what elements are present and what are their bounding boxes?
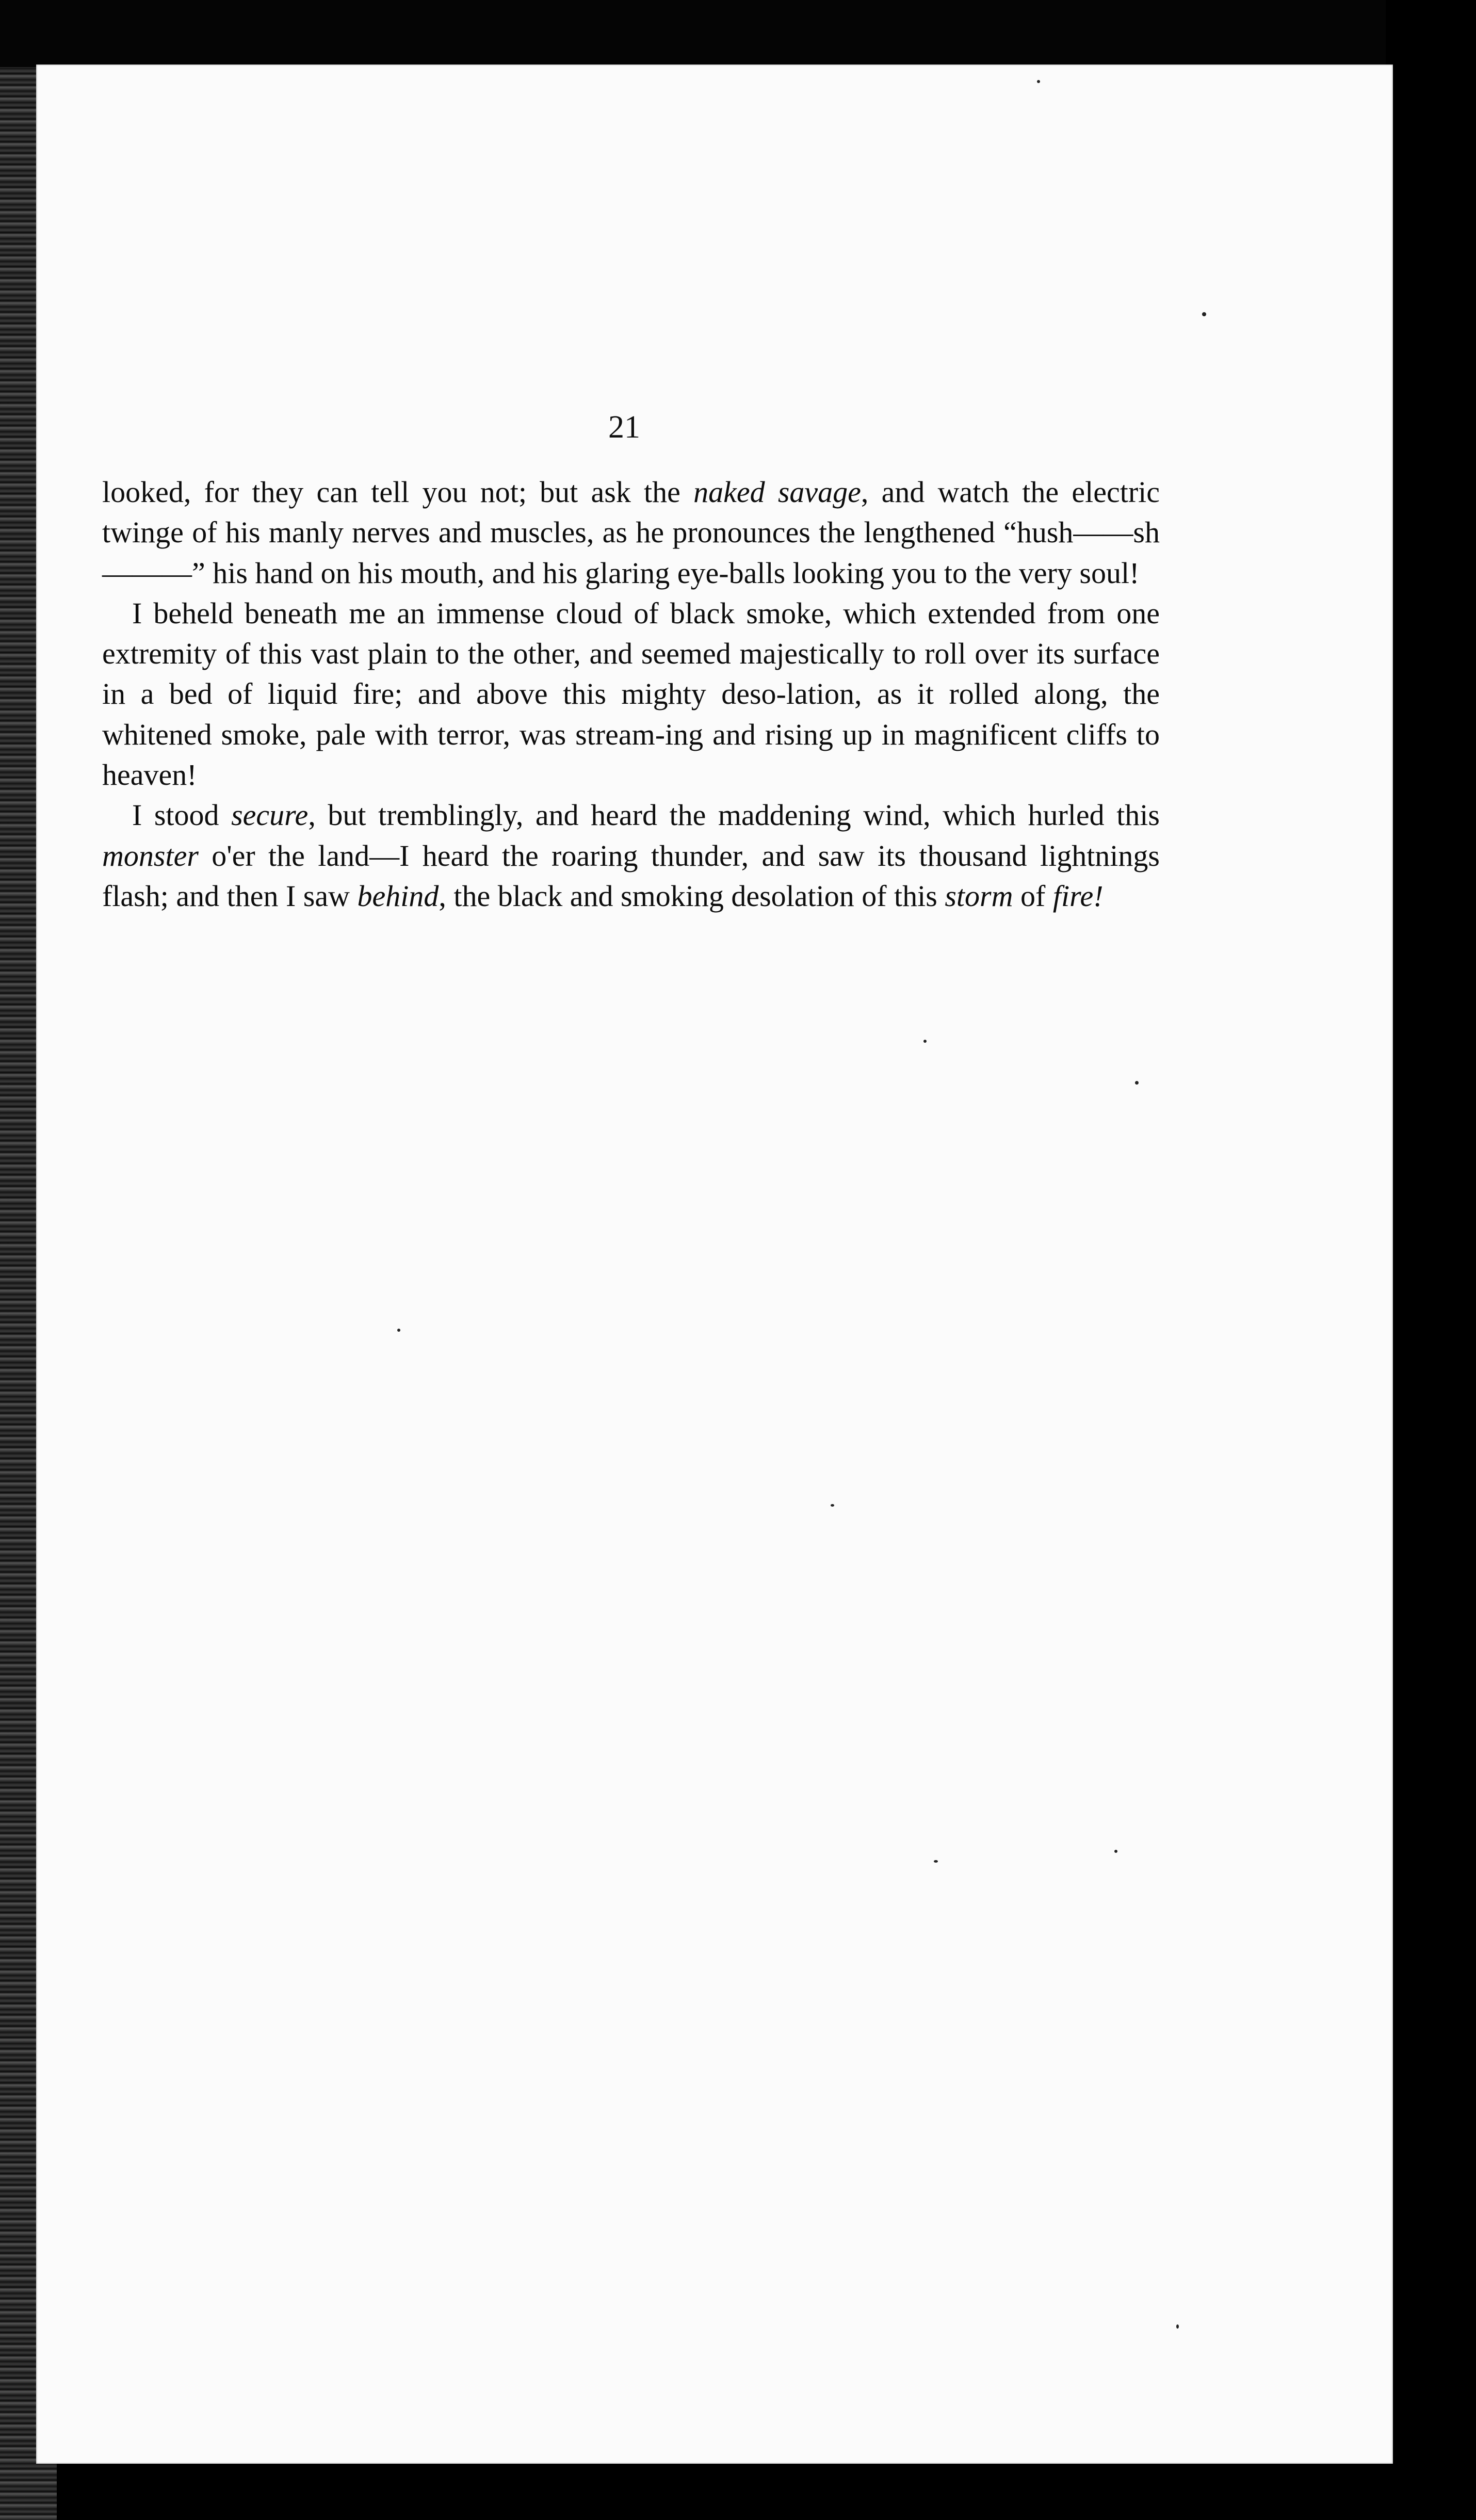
text-run: , but tremblingly, and heard the maddening wind, which hurled this bbox=[308, 798, 1160, 832]
paper-speck bbox=[1114, 1850, 1117, 1853]
italic-text: storm bbox=[945, 879, 1013, 913]
paper-speck bbox=[1135, 1081, 1139, 1085]
italic-text: monster bbox=[102, 838, 199, 873]
text-run: , the black and smoking desolation of this bbox=[439, 879, 945, 913]
paper-speck bbox=[934, 1860, 938, 1863]
italic-text: naked savage bbox=[693, 475, 861, 509]
paper-speck bbox=[1176, 2324, 1179, 2329]
page-number: 21 bbox=[608, 410, 640, 445]
italic-text: secure bbox=[231, 798, 309, 832]
text-run: of bbox=[1013, 879, 1053, 913]
body-text bbox=[102, 472, 1160, 916]
text-run: looked, for they can tell you not; but ask the bbox=[102, 475, 694, 509]
paragraph bbox=[102, 472, 1160, 593]
text-run: o'er the land—I heard the roaring thunder, and saw its thousand lightnings flash; and then I saw bbox=[102, 838, 1160, 913]
paper-speck bbox=[923, 1040, 927, 1043]
text-run: , and watch the electric twinge of his manly nerves and muscles, as he pronounces the lengthened “hush——sh———” his hand on his mouth, and his glaring eye-balls looking you to the very soul! bbox=[102, 475, 1160, 590]
italic-text: fire! bbox=[1052, 879, 1104, 913]
paper-speck bbox=[1037, 80, 1040, 83]
paper-speck bbox=[1202, 312, 1206, 316]
paragraph bbox=[102, 795, 1160, 916]
paper-speck bbox=[831, 1504, 834, 1507]
scan-right-border bbox=[1386, 0, 1476, 2520]
scan-top-border bbox=[0, 0, 1476, 67]
text-run: I beheld beneath me an immense cloud of black smoke, which extended from one extremity of this vast plain to the other, and seemed majestically to roll over its surface in a bed of liquid fire; and above this mighty deso-lation, as it rolled along, the whitened smoke, pale with terror, was stream-ing and rising up in magnificent cliffs to heaven! bbox=[102, 596, 1160, 792]
paper-speck bbox=[397, 1329, 400, 1332]
paragraph bbox=[102, 593, 1160, 795]
book-page bbox=[36, 64, 1393, 2464]
text-run: I stood bbox=[132, 798, 232, 832]
italic-text: behind bbox=[357, 879, 439, 913]
